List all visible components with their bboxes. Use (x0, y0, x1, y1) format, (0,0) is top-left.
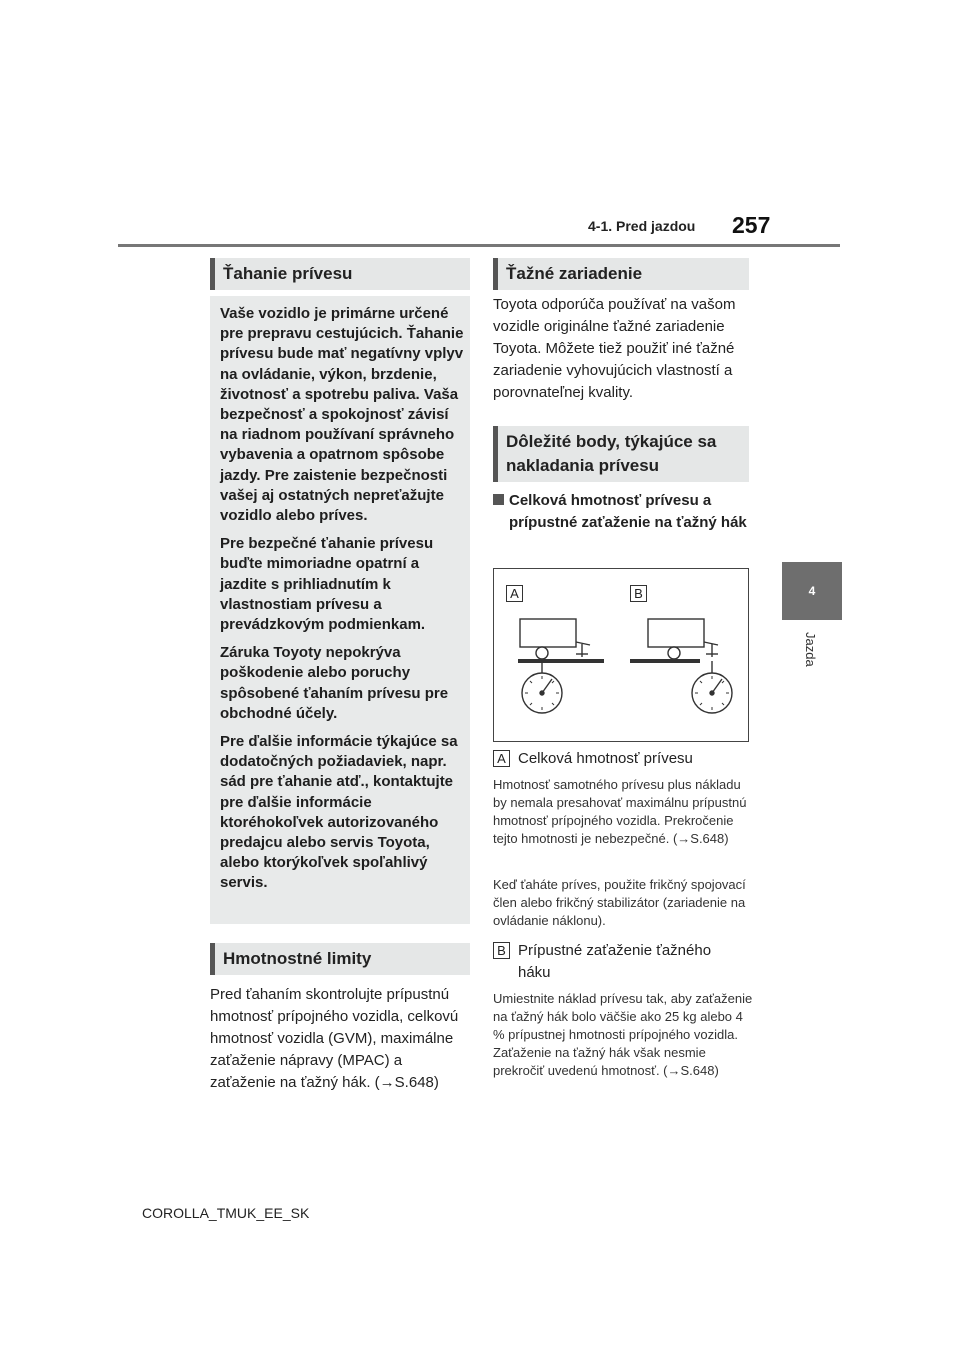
figure-label-b: B (630, 585, 647, 602)
figure-label-a: A (506, 585, 523, 602)
weight-limits-text: Pred ťahaním skontrolujte prípustnú hmotnosť prípojného vozidla, celkovú hmotnosť vozidla (GVM), maximálne zaťaženie nápravy (MPAC) a zaťaženie na ťažný hák. (→S.648) (210, 986, 459, 1091)
towing-notice-box (210, 296, 470, 924)
towing-heading: Ťahanie prívesu (210, 258, 470, 290)
page-number: 257 (732, 212, 771, 238)
bullet-square-icon (493, 494, 504, 505)
item-a-paragraph-1: Hmotnosť samotného prívesu plus nákladu by nemala presahovať maximálnu prípustnú hmotnosť prípojného vozidla. Prekročenie tejto hmotnosti je nebezpečné. (→S.648) (493, 777, 747, 846)
notice-paragraph-4: Pre ďalšie informácie týkajúce sa dodatočných požiadaviek, napr. sád pre ťahanie atď., kontaktujte pre ďalšie informácie ktoréhokoľvek autorizovaného predajcu alebo servis Toyota, alebo ktorýkoľvek spoľahlivý servis. (220, 733, 458, 892)
hitch-heading: Ťažné zariadenie (493, 258, 749, 290)
trailer-scale-icon (494, 569, 748, 741)
item-a-label: A (493, 750, 510, 767)
chapter-label-text: Jazda (803, 632, 818, 667)
item-a-title: Celková hmotnosť prívesu (518, 750, 693, 767)
notice-paragraph-3: Záruka Toyoty nepokrýva poškodenie alebo poruchy spôsobené ťahaním prívesu pre obchodné účely. (220, 644, 449, 722)
bullet-heading-text: Celková hmotnosť prívesu a prípustné zaťaženie na ťažný hák (509, 492, 747, 531)
weight-limits-heading: Hmotnostné limity (210, 943, 470, 975)
loading-heading (493, 426, 749, 482)
item-b-paragraph: Umiestnite náklad prívesu tak, aby zaťaženie na ťažný hák bolo väčšie ako 25 kg alebo 4 % prípustnej hmotnosti prípojného vozidla. Zaťaženie na ťažný hák však nesmie prekročiť uvedenú hmotnosť. (→S.648) (493, 991, 753, 1078)
chapter-tab: 4 (782, 562, 842, 620)
loading-heading-line2: nakladania prívesu (506, 456, 660, 475)
item-b-title-line2: háku (518, 964, 551, 981)
loading-heading-line1: Dôležité body, týkajúce sa (506, 432, 717, 451)
notice-paragraph-2: Pre bezpečné ťahanie prívesu buďte mimoriadne opatrní a jazdite s prihliadnutím k vlastnostiam prívesu a prevádzkovým podmienkam. (220, 535, 434, 634)
item-b-label: B (493, 942, 510, 959)
bullet-heading (493, 490, 753, 534)
chapter-label (800, 632, 824, 682)
item-a-paragraph-2: Keď ťaháte príves, použite frikčný spojovací člen alebo frikčný stabilizátor (zariadenie na ovládanie náklonu). (493, 877, 746, 928)
item-b-title-line1: Prípustné zaťaženie ťažného (518, 942, 712, 959)
item-a (493, 750, 753, 767)
header-divider (118, 244, 840, 247)
section-title: 4-1. Pred jazdou (588, 218, 696, 234)
hitch-text: Toyota odporúča používať na vašom vozidle originálne ťažné zariadenie Toyota. Môžete tiež použiť iné ťažné zariadenie vyhovujúcich vlastností a porovnateľnej kvality. (493, 296, 736, 401)
item-b (493, 940, 753, 984)
trailer-illustration (493, 568, 749, 742)
document-id: COROLLA_TMUK_EE_SK (142, 1205, 310, 1221)
notice-paragraph-1: Vaše vozidlo je primárne určené pre prepravu cestujúcich. Ťahanie prívesu bude mať negatívny vplyv na ovládanie, výkon, brzdenie, životnosť a spotrebu paliva. Vaša bezpečnosť a spokojnosť závisí na riadnom používaní správneho vybavenia a opatrnom spôsobe jazdy. Pre zaistenie bezpečnosti vašej aj ostatných nepreťažujte vozidlo alebo príves. (220, 305, 464, 525)
